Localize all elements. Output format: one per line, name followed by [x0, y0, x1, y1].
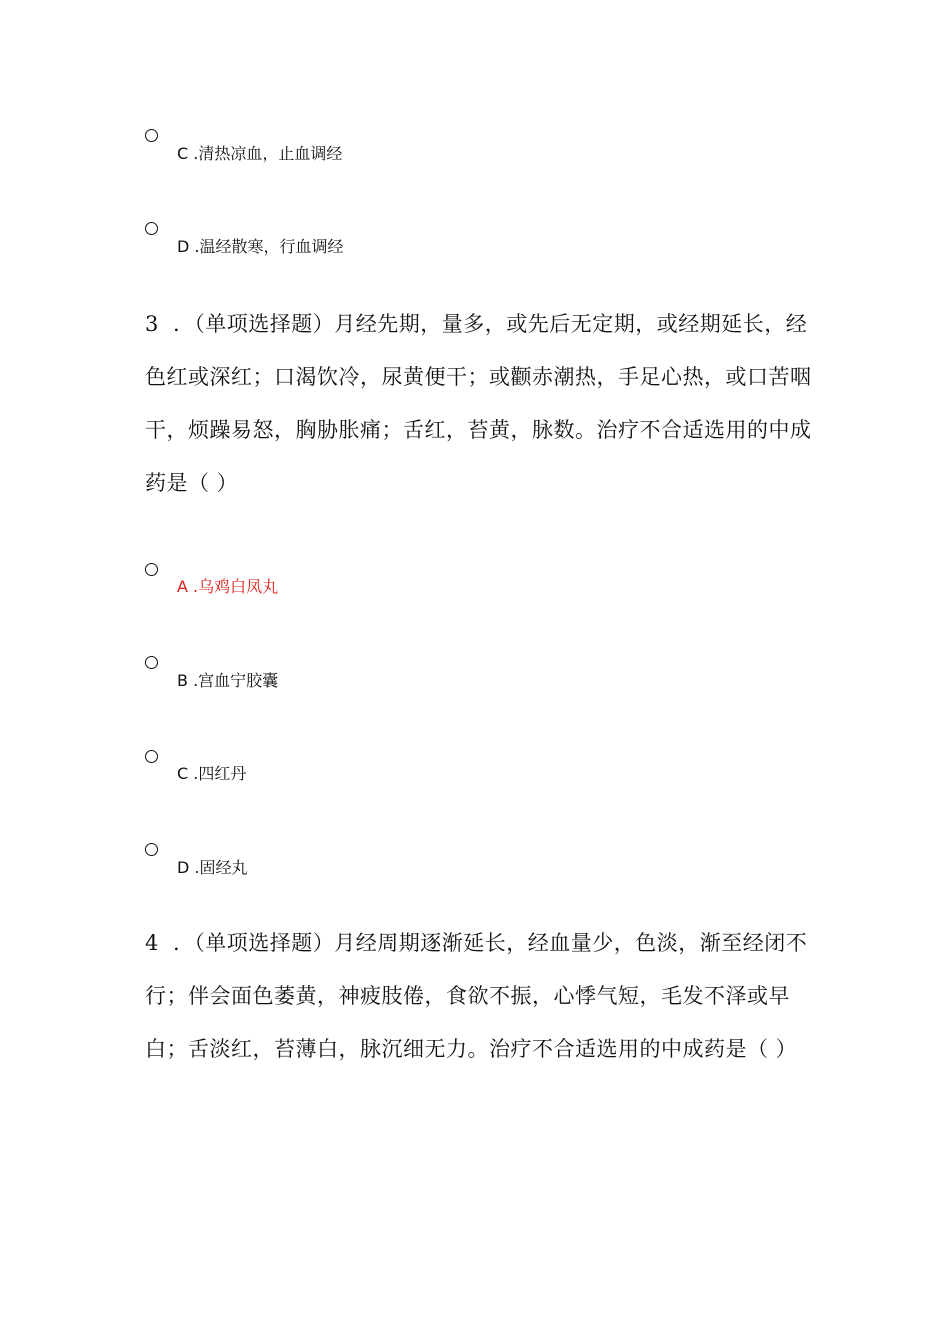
- q2-option-d-radio[interactable]: [145, 222, 158, 235]
- q2-option-c-radio[interactable]: [145, 129, 158, 142]
- q3-option-a-radio[interactable]: [145, 563, 158, 576]
- q2-option-d-label: D .温经散寒，行血调经: [177, 237, 344, 256]
- q3-option-d-label: D .固经丸: [177, 858, 248, 877]
- q3-option-c-radio[interactable]: [145, 750, 158, 763]
- question-3-number: 3 .: [145, 312, 184, 336]
- question-4-body: （单项选择题）月经周期逐渐延长，经血量少，色淡，渐至经闭不行；伴会面色萎黄，神疲肢倦，食欲不振，心悸气短，毛发不泽或早白；舌淡红，苔薄白，脉沉细无力。治疗不合适选用的中成药是（ ）: [145, 931, 808, 1061]
- q3-option-c-label: C .四红丹: [177, 764, 247, 783]
- q3-option-b-radio[interactable]: [145, 656, 158, 669]
- q3-option-d-radio[interactable]: [145, 843, 158, 856]
- question-3-body: （单项选择题）月经先期，量多，或先后无定期，或经期延长，经色红或深红；口渴饮冷，尿黄便干；或颧赤潮热，手足心热，或口苦咽干，烦躁易怒，胸胁胀痛；舌红，苔黄，脉数。治疗不合适选用的中成药是（ ）: [145, 312, 812, 495]
- question-4-text: [145, 917, 825, 1076]
- q3-option-a-label: A .乌鸡白凤丸: [177, 577, 279, 596]
- question-4-number: 4 .: [145, 931, 184, 955]
- question-3-text: [145, 298, 825, 510]
- q3-option-b-label: B .宫血宁胶囊: [177, 671, 279, 690]
- q2-option-c-label: C .清热凉血，止血调经: [177, 144, 343, 163]
